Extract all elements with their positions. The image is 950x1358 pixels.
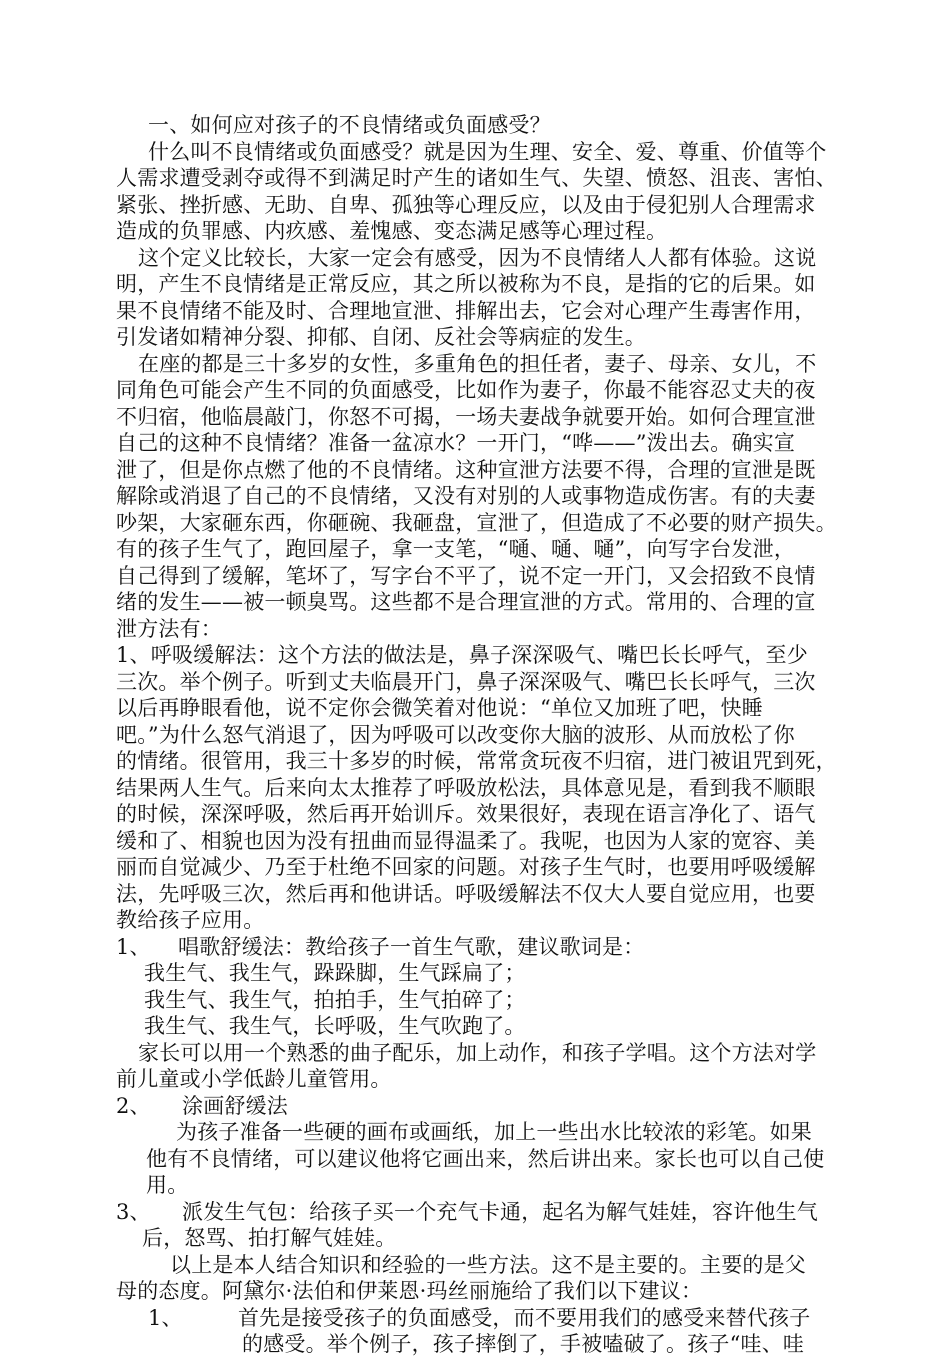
text-line: 泄了，但是你点燃了他的不良情绪。这种宣泄方法要不得，合理的宣泄是既 bbox=[116, 457, 816, 482]
section-title: 一、如何应对孩子的不良情绪或负面感受？ bbox=[148, 113, 551, 137]
text-line: 母的态度。阿黛尔·法伯和伊莱恩·玛丝丽施给了我们以下建议： bbox=[116, 1279, 703, 1303]
list-item-heading bbox=[116, 934, 866, 961]
text-line: 不归宿，他临晨敲门，你怒不可揭，一场夫妻战争就要开始。如何合理宣泄 bbox=[116, 404, 816, 429]
text-line: 有的孩子生气了，跑回屋子，拿一支笔，“嗵、嗵、嗵”，向写字台发泄， bbox=[116, 537, 796, 561]
text-line: 前儿童或小学低龄儿童管用。 bbox=[116, 1067, 392, 1091]
text-line: 吵架，大家砸东西，你砸碗、我砸盘，宣泄了，但造成了不必要的财产损失。 bbox=[116, 510, 837, 535]
text-line: 三次。举个例子。听到丈夫临晨开门，鼻子深深吸气、嘴巴长长呼气，三次 bbox=[116, 669, 816, 694]
song-line: 我生气、我生气，跺跺脚，生气踩扁了； bbox=[144, 961, 526, 985]
text-line: 结果两人生气。后来向太太推荐了呼吸放松法，具体意见是，看到我不顺眼 bbox=[116, 775, 816, 800]
method-drawing bbox=[116, 1093, 866, 1199]
document-body bbox=[116, 112, 866, 1358]
text-line: 造成的负罪感、内疚感、羞愧感、变态满足感等心理过程。 bbox=[116, 219, 668, 243]
text-line: 法，先呼吸三次，然后再和他讲话。呼吸缓解法不仅大人要自觉应用，也要 bbox=[116, 881, 816, 906]
method-breathing bbox=[116, 642, 866, 934]
text-line: 缓和了、相貌也因为没有扭曲而显得温柔了。我呢，也因为人家的宽容、美 bbox=[116, 828, 816, 853]
list-item-heading bbox=[116, 1199, 866, 1226]
text-line: 家长可以用一个熟悉的曲子配乐，加上动作，和孩子学唱。这个方法对学 bbox=[138, 1040, 817, 1065]
text-line: 丽而自觉减少、乃至于杜绝不回家的问题。对孩子生气时，也要用呼吸缓解 bbox=[116, 855, 816, 879]
method-singing bbox=[116, 934, 866, 1093]
list-number: 2、 bbox=[116, 1093, 151, 1118]
text-line: 后，怒骂、拍打解气娃娃。 bbox=[142, 1226, 397, 1250]
text-line: 什么叫不良情绪或负面感受？就是因为生理、安全、爱、尊重、价值等个 bbox=[148, 139, 827, 164]
text-line: 在座的都是三十多岁的女性，多重角色的担任者，妻子、母亲、女儿，不 bbox=[138, 351, 817, 376]
text-line: 为孩子准备一些硬的画布或画纸，加上一些出水比较浓的彩笔。如果 bbox=[176, 1120, 812, 1144]
text-line: 以上是本人结合知识和经验的一些方法。这不是主要的。主要的是父 bbox=[170, 1252, 806, 1277]
list-number: 1、 bbox=[116, 934, 151, 959]
song-line: 我生气、我生气，长呼吸，生气吹跑了。 bbox=[144, 1014, 526, 1038]
text-line: 同角色可能会产生不同的负面感受，比如作为妻子，你最不能容忍丈夫的夜 bbox=[116, 378, 816, 402]
list-item-text: 涂画舒缓法 bbox=[182, 1093, 288, 1118]
list-item-text: 派发生气包：给孩子买一个充气卡通，起名为解气娃娃，容许他生气 bbox=[182, 1199, 818, 1224]
text-line: 的情绪。很管用，我三十多岁的时候，常常贪玩夜不归宿，进门被诅咒到死， bbox=[116, 749, 837, 773]
text-line: 引发诸如精神分裂、抑郁、自闭、反社会等病症的发生。 bbox=[116, 325, 646, 349]
paragraph-example bbox=[116, 351, 866, 643]
paragraph-summary bbox=[116, 1252, 866, 1305]
text-line: 明，产生不良情绪是正常反应，其之所以被称为不良，是指的它的后果。如 bbox=[116, 272, 816, 296]
list-number: 1、 bbox=[148, 1305, 183, 1330]
text-line: 这个定义比较长，大家一定会有感受，因为不良情绪人人都有体验。这说 bbox=[138, 245, 817, 270]
paragraph-definition bbox=[116, 139, 866, 245]
list-item-text: 首先是接受孩子的负面感受，而不要用我们的感受来替代孩子 bbox=[238, 1305, 811, 1330]
paragraph-explanation bbox=[116, 245, 866, 351]
text-line: 果不良情绪不能及时、合理地宣泄、排解出去，它会对心理产生毒害作用， bbox=[116, 298, 816, 323]
text-line: 1、呼吸缓解法：这个方法的做法是，鼻子深深吸气、嘴巴长长呼气，至少 bbox=[116, 643, 808, 667]
text-line: 自己的这种不良情绪？准备一盆凉水？一开门，“哗——”泼出去。确实宣 bbox=[116, 431, 796, 455]
text-line: 的时候，深深呼吸，然后再开始训斥。效果很好，表现在语言净化了、语气 bbox=[116, 802, 816, 826]
text-line: 他有不良情绪，可以建议他将它画出来，然后讲出来。家长也可以自己使 bbox=[146, 1146, 825, 1171]
text-line: 用。 bbox=[146, 1173, 189, 1197]
text-line: 紧张、挫折感、无助、自卑、孤独等心理反应，以及由于侵犯别人合理需求 bbox=[116, 192, 816, 217]
text-line: 以后再睁眼看他，说不定你会微笑着对他说：“单位又加班了吧，快睡 bbox=[116, 696, 763, 720]
text-line: 吧。”为什么怒气消退了，因为呼吸可以改变你大脑的波形、从而放松了你 bbox=[116, 722, 795, 747]
list-number: 3、 bbox=[116, 1199, 151, 1224]
text-line: 自己得到了缓解，笔坏了，写字台不平了，说不定一开门，又会招致不良情 bbox=[116, 563, 816, 588]
method-angry-bag bbox=[116, 1199, 866, 1252]
list-item-heading bbox=[116, 1305, 866, 1332]
text-line: 的感受。举个例子，孩子摔倒了，手被嗑破了。孩子“哇、哇 bbox=[242, 1332, 805, 1356]
text-line: 人需求遭受剥夺或得不到满足时产生的诸如生气、失望、愤怒、沮丧、害怕、 bbox=[116, 166, 837, 190]
list-item-text: 唱歌舒缓法：教给孩子一首生气歌，建议歌词是： bbox=[178, 934, 645, 959]
text-line: 教给孩子应用。 bbox=[116, 908, 265, 932]
text-line: 解除或消退了自己的不良情绪，又没有对别的人或事物造成伤害。有的夫妻 bbox=[116, 484, 816, 508]
advice-accept-feelings bbox=[116, 1305, 866, 1358]
song-line: 我生气、我生气，拍拍手，生气拍碎了； bbox=[144, 987, 526, 1012]
text-line: 绪的发生——被一顿臭骂。这些都不是合理宣泄的方式。常用的、合理的宣 bbox=[116, 590, 816, 614]
text-line: 泄方法有： bbox=[116, 616, 222, 641]
list-item-heading bbox=[116, 1093, 866, 1120]
